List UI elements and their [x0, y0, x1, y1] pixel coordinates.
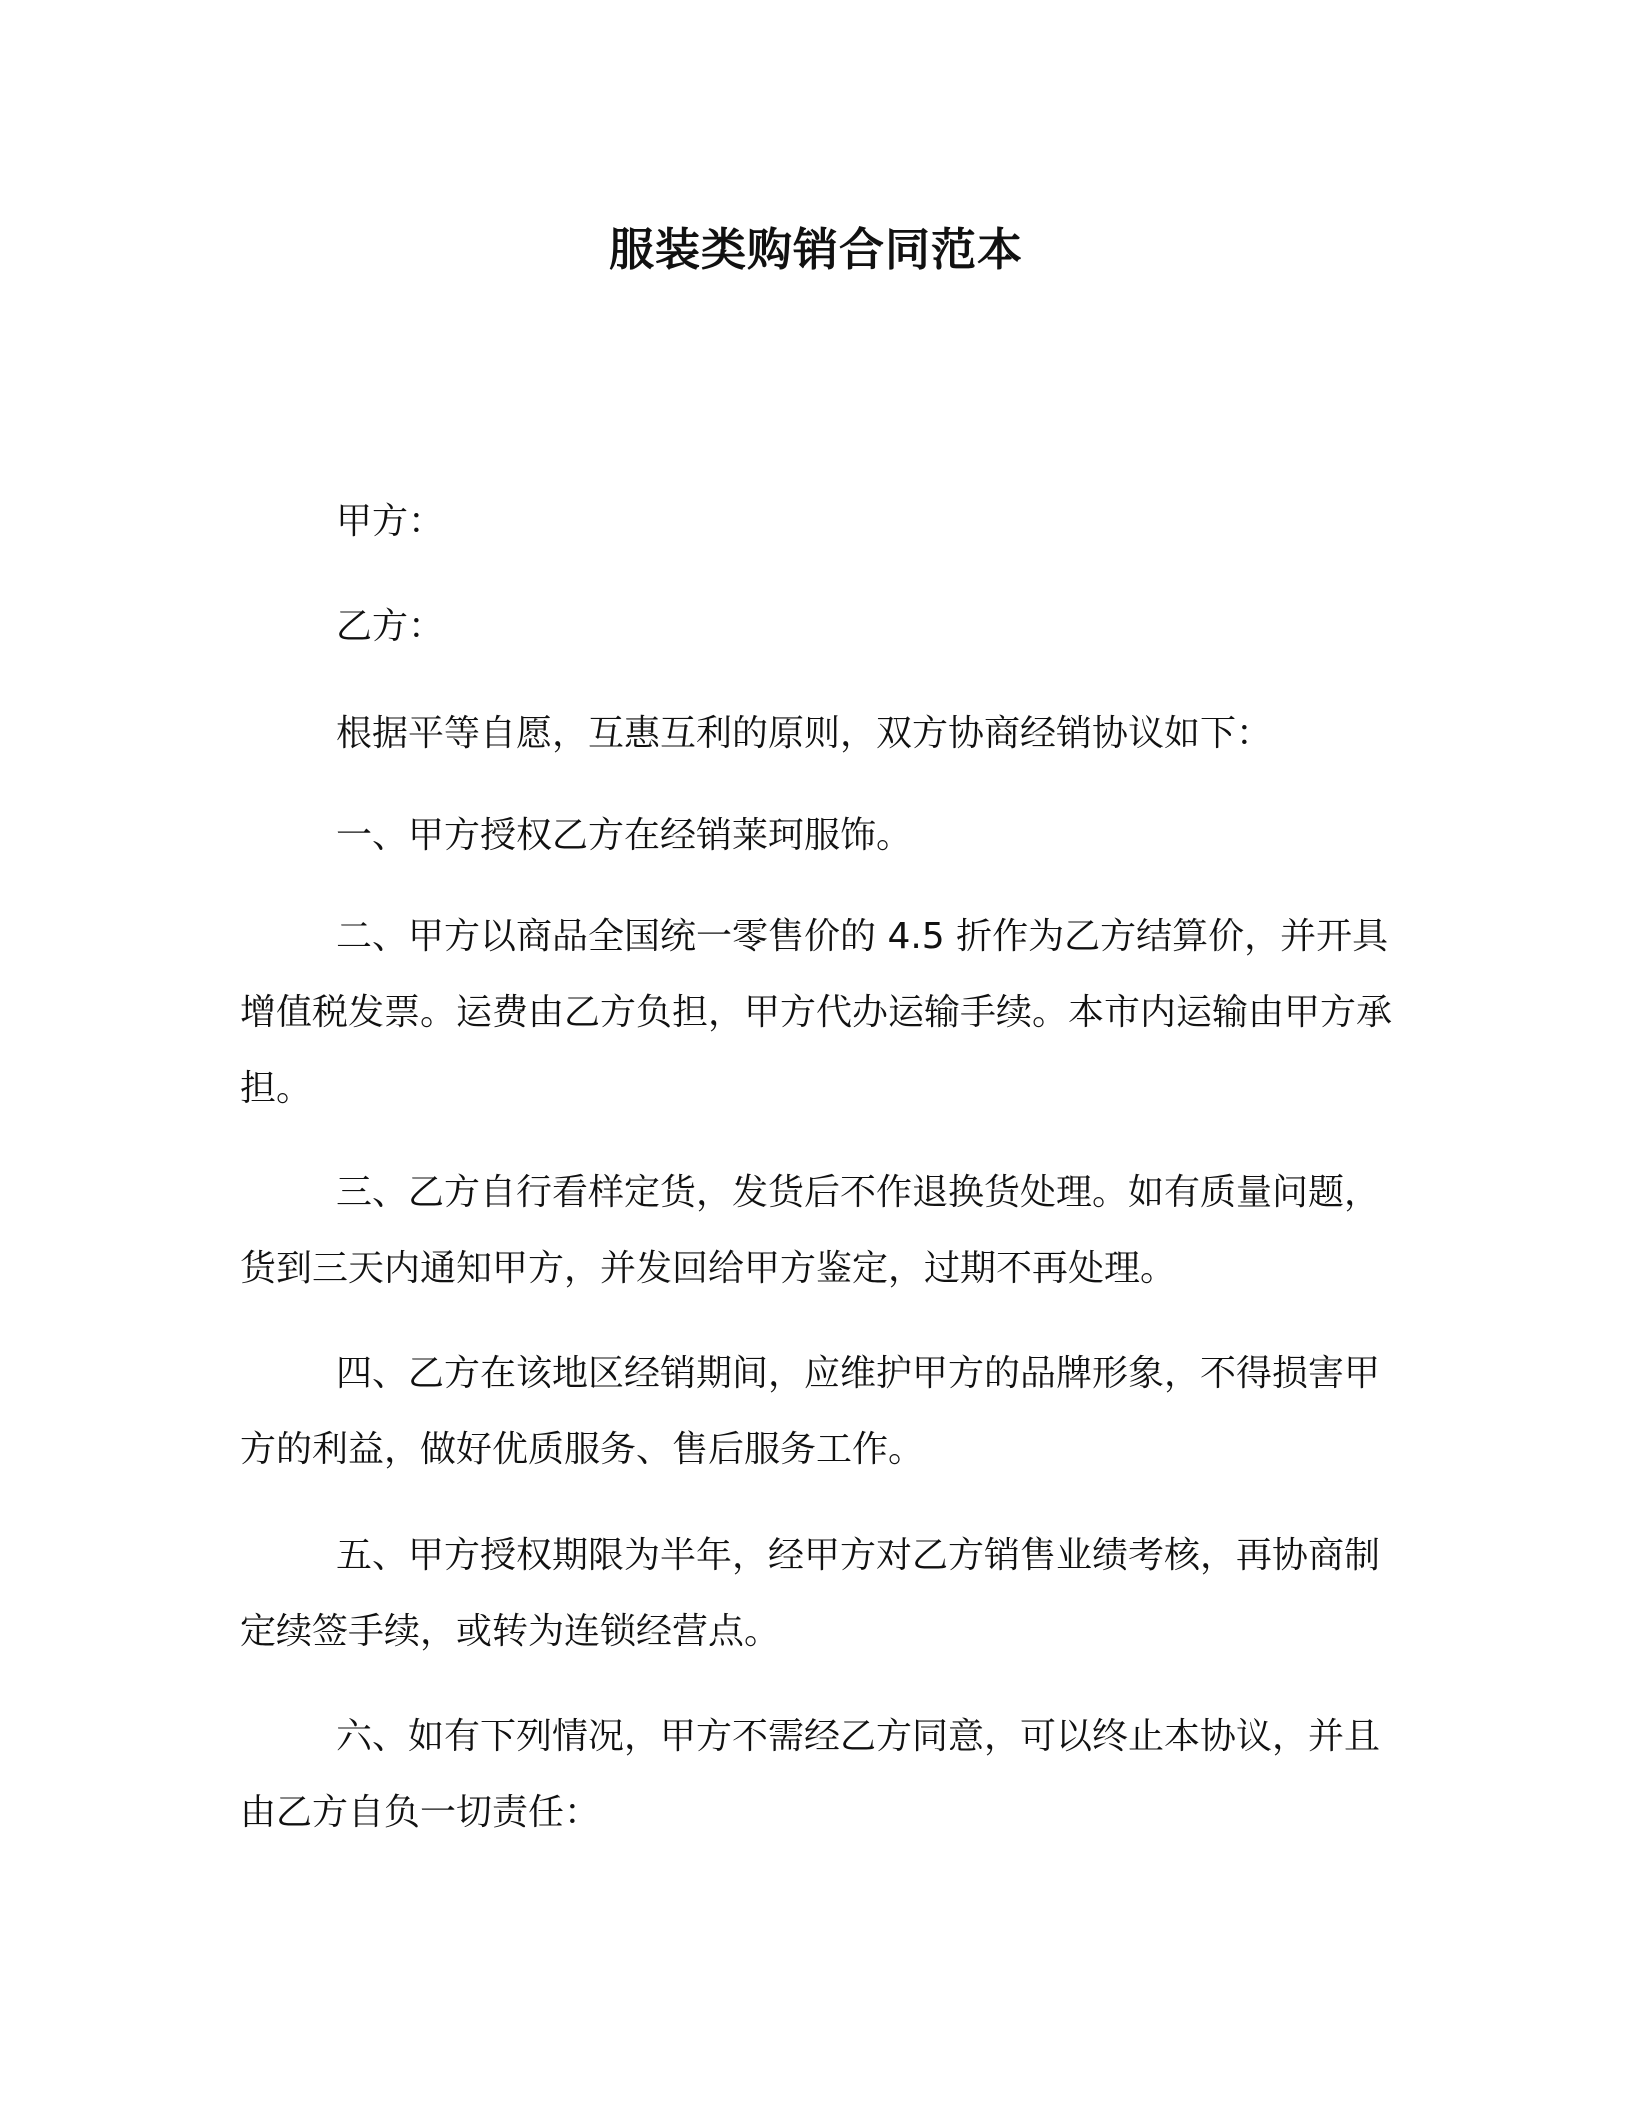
- clause-6-text: 六、如有下列情况，甲方不需经乙方同意，可以终止本协议，并且由乙方自负一切责任：: [240, 1716, 1381, 1833]
- clause-2-text: 二、甲方以商品全国统一零售价的 4.5 折作为乙方结算价，并开具增值税发票。运费由乙方负担，甲方代办运输手续。本市内运输由甲方承担。: [240, 916, 1393, 1109]
- clause-4-text: 四、乙方在该地区经销期间，应维护甲方的品牌形象，不得损害甲方的利益，做好优质服务、售后服务工作。: [240, 1353, 1381, 1470]
- basis-paragraph: [240, 696, 1400, 772]
- party-b-label: 乙方：: [336, 606, 445, 647]
- clause-4: [240, 1336, 1400, 1488]
- clause-1: [240, 798, 1400, 874]
- party-a-label: 甲方：: [336, 501, 445, 542]
- clause-6: [240, 1699, 1400, 1851]
- clause-2: [240, 899, 1400, 1127]
- party-a-line: [240, 484, 1400, 560]
- clause-3-text: 三、乙方自行看样定货，发货后不作退换货处理。如有质量问题，货到三天内通知甲方，并发回给甲方鉴定，过期不再处理。: [240, 1172, 1381, 1289]
- party-b-line: [240, 589, 1400, 665]
- document-title: 服装类购销合同范本: [608, 223, 1023, 276]
- basis-text: 根据平等自愿，互惠互利的原则，双方协商经销协议如下：: [336, 713, 1273, 754]
- clause-3: [240, 1155, 1400, 1307]
- clause-5: [240, 1518, 1400, 1670]
- clause-5-text: 五、甲方授权期限为半年，经甲方对乙方销售业绩考核，再协商制定续签手续，或转为连锁经营点。: [240, 1535, 1381, 1652]
- clause-1-text: 一、甲方授权乙方在经销莱珂服饰。: [336, 815, 913, 856]
